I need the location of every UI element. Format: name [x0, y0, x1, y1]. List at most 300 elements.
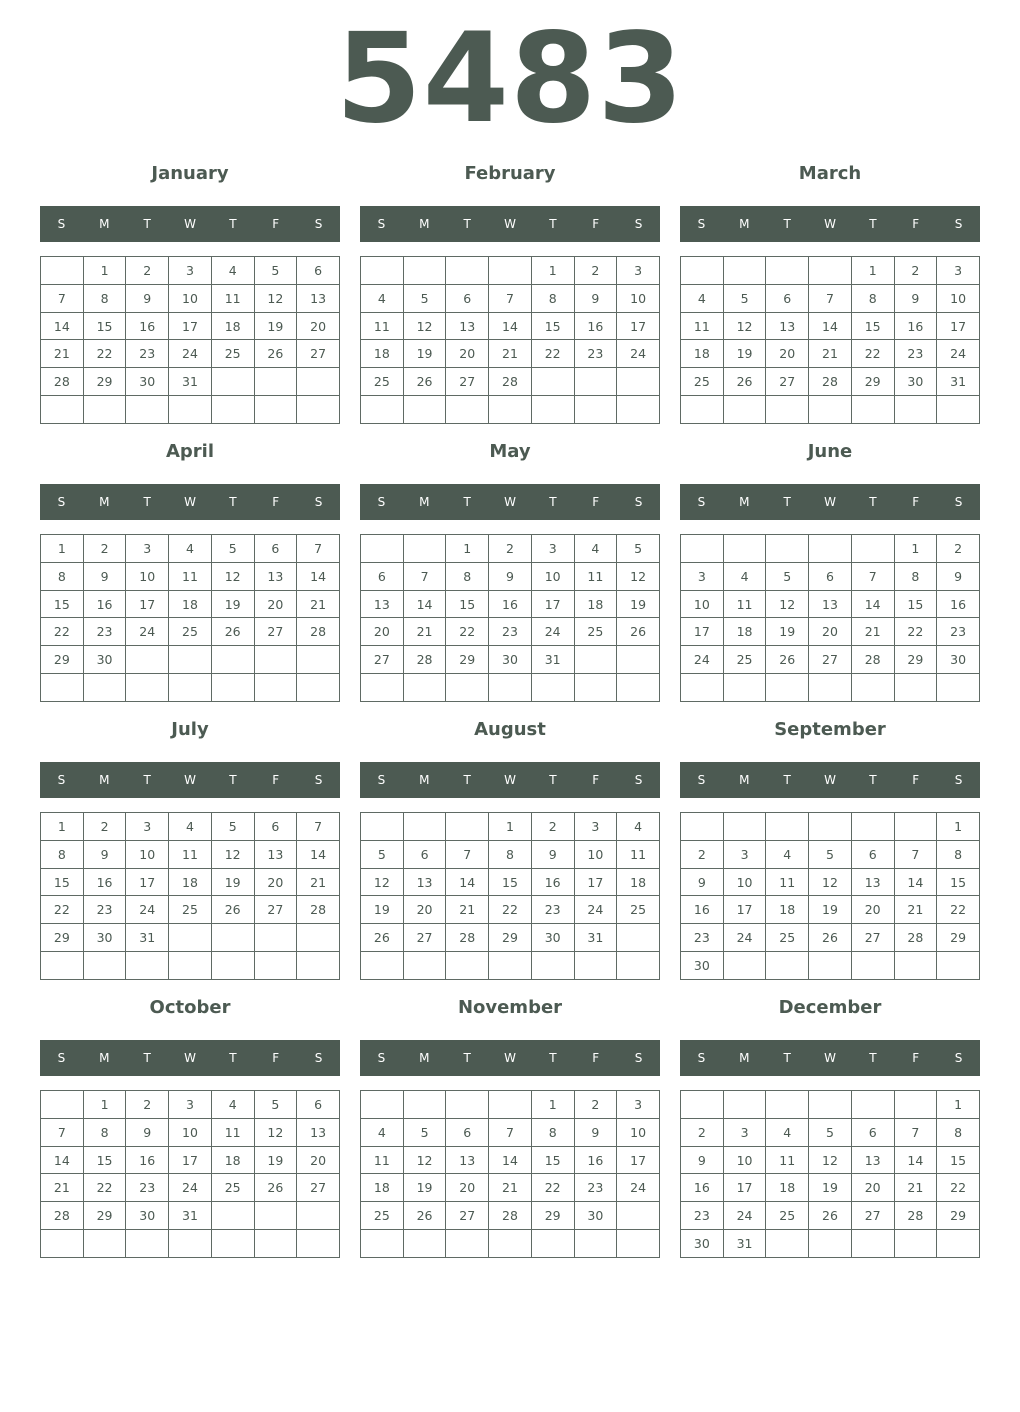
week-row — [681, 896, 980, 924]
day-cell: 8 — [41, 840, 84, 868]
day-cell: 19 — [809, 896, 852, 924]
weekday-label: S — [697, 495, 706, 509]
weekday-label: M — [99, 1051, 110, 1065]
day-cell — [169, 396, 212, 424]
week-row — [681, 952, 980, 980]
day-cell — [766, 257, 809, 285]
day-cell: 20 — [446, 1174, 489, 1202]
day-cell: 5 — [211, 535, 254, 563]
day-cell: 26 — [211, 896, 254, 924]
day-cell — [723, 396, 766, 424]
weekday-label: T — [783, 1051, 791, 1065]
day-cell — [211, 924, 254, 952]
week-row — [41, 674, 340, 702]
day-cell: 5 — [254, 257, 297, 285]
week-row — [681, 646, 980, 674]
day-cell — [361, 674, 404, 702]
weekday-label: T — [783, 773, 791, 787]
week-row — [361, 340, 660, 368]
weekday-label: S — [634, 495, 643, 509]
weekday-label: T — [463, 773, 471, 787]
week-row — [41, 535, 340, 563]
week-row — [41, 813, 340, 841]
week-row — [41, 1091, 340, 1119]
day-cell: 12 — [254, 284, 297, 312]
day-cell — [446, 1091, 489, 1119]
day-cell: 4 — [361, 1118, 404, 1146]
day-cell: 6 — [254, 813, 297, 841]
day-cell: 26 — [766, 646, 809, 674]
day-cell: 5 — [403, 1118, 446, 1146]
day-cell: 31 — [126, 924, 169, 952]
weekday-label: M — [99, 217, 110, 231]
day-cell — [681, 257, 724, 285]
day-cell: 28 — [489, 1202, 532, 1230]
week-row — [361, 562, 660, 590]
day-cell: 16 — [489, 590, 532, 618]
day-cell: 25 — [169, 896, 212, 924]
month-title: February — [464, 163, 556, 184]
weekday-label: S — [377, 495, 386, 509]
weekday-label: T — [229, 1051, 237, 1065]
day-cell: 1 — [489, 813, 532, 841]
day-cell — [446, 257, 489, 285]
day-cell — [937, 396, 980, 424]
day-grid — [360, 812, 660, 980]
weekday-label: F — [592, 217, 600, 231]
day-cell: 13 — [446, 312, 489, 340]
weekday-label: W — [184, 217, 196, 231]
day-cell: 28 — [41, 1202, 84, 1230]
day-cell: 23 — [574, 1174, 617, 1202]
day-cell — [254, 646, 297, 674]
week-row — [361, 1202, 660, 1230]
day-cell: 7 — [851, 562, 894, 590]
weekday-header — [680, 1040, 980, 1076]
weekday-label: S — [954, 217, 963, 231]
day-cell: 3 — [126, 535, 169, 563]
day-cell: 21 — [809, 340, 852, 368]
weekday-header — [360, 484, 660, 520]
day-cell — [809, 535, 852, 563]
month-title: May — [489, 441, 531, 462]
day-cell: 24 — [937, 340, 980, 368]
day-cell: 21 — [894, 1174, 937, 1202]
day-cell: 18 — [211, 1146, 254, 1174]
day-cell: 19 — [403, 340, 446, 368]
week-row — [41, 646, 340, 674]
week-row — [41, 924, 340, 952]
day-cell: 4 — [681, 284, 724, 312]
day-cell: 12 — [723, 312, 766, 340]
day-cell: 7 — [403, 562, 446, 590]
day-cell — [894, 1230, 937, 1258]
day-cell: 11 — [211, 1118, 254, 1146]
day-cell: 13 — [361, 590, 404, 618]
day-cell: 9 — [894, 284, 937, 312]
day-cell: 2 — [574, 1091, 617, 1119]
day-grid — [40, 534, 340, 702]
day-cell: 29 — [894, 646, 937, 674]
day-cell: 4 — [211, 257, 254, 285]
day-cell: 10 — [574, 840, 617, 868]
day-cell: 31 — [937, 368, 980, 396]
week-row — [41, 840, 340, 868]
day-cell: 28 — [297, 896, 340, 924]
day-cell — [297, 1202, 340, 1230]
day-cell — [169, 1230, 212, 1258]
day-cell: 28 — [297, 618, 340, 646]
weekday-header — [40, 1040, 340, 1076]
week-row — [361, 257, 660, 285]
day-cell: 28 — [809, 368, 852, 396]
day-cell: 11 — [766, 1146, 809, 1174]
day-cell: 1 — [937, 813, 980, 841]
week-row — [41, 896, 340, 924]
day-cell: 28 — [41, 368, 84, 396]
day-cell — [937, 952, 980, 980]
day-cell: 18 — [617, 868, 660, 896]
day-cell: 8 — [531, 1118, 574, 1146]
day-cell: 11 — [681, 312, 724, 340]
weekday-label: S — [954, 773, 963, 787]
day-cell — [574, 674, 617, 702]
weekday-label: S — [377, 1051, 386, 1065]
day-cell — [211, 396, 254, 424]
weekday-label: W — [184, 1051, 196, 1065]
day-cell — [617, 952, 660, 980]
week-row — [41, 396, 340, 424]
day-cell — [83, 674, 126, 702]
day-cell: 12 — [809, 1146, 852, 1174]
day-cell — [403, 396, 446, 424]
day-cell: 17 — [531, 590, 574, 618]
day-cell: 18 — [766, 896, 809, 924]
day-cell — [361, 1091, 404, 1119]
day-cell — [809, 1230, 852, 1258]
day-cell: 14 — [894, 1146, 937, 1174]
day-cell: 7 — [489, 284, 532, 312]
day-cell — [851, 813, 894, 841]
weekday-label: S — [954, 495, 963, 509]
day-cell: 7 — [41, 284, 84, 312]
day-cell: 21 — [403, 618, 446, 646]
day-cell: 5 — [361, 840, 404, 868]
day-cell: 8 — [489, 840, 532, 868]
week-row — [681, 618, 980, 646]
day-cell — [297, 674, 340, 702]
day-cell: 26 — [617, 618, 660, 646]
day-cell: 7 — [489, 1118, 532, 1146]
day-cell — [766, 813, 809, 841]
day-cell: 18 — [169, 868, 212, 896]
day-cell — [211, 368, 254, 396]
week-row — [681, 840, 980, 868]
week-row — [361, 535, 660, 563]
year-title: 5483 — [335, 7, 685, 151]
day-cell: 3 — [681, 562, 724, 590]
day-cell: 7 — [809, 284, 852, 312]
day-cell: 15 — [894, 590, 937, 618]
day-cell: 14 — [851, 590, 894, 618]
day-cell — [446, 1230, 489, 1258]
day-cell: 9 — [574, 284, 617, 312]
week-row — [361, 618, 660, 646]
weekday-label: T — [143, 495, 151, 509]
day-cell: 22 — [83, 340, 126, 368]
weekday-header — [40, 206, 340, 242]
weekday-label: T — [783, 495, 791, 509]
day-cell — [446, 674, 489, 702]
day-cell: 24 — [617, 340, 660, 368]
day-cell: 6 — [851, 1118, 894, 1146]
day-cell — [894, 674, 937, 702]
day-cell: 24 — [531, 618, 574, 646]
day-cell: 25 — [211, 1174, 254, 1202]
day-cell — [403, 952, 446, 980]
day-cell: 20 — [446, 340, 489, 368]
day-cell: 23 — [83, 618, 126, 646]
day-cell — [617, 396, 660, 424]
week-row — [41, 952, 340, 980]
weekday-label: S — [314, 1051, 323, 1065]
weekday-label: S — [314, 217, 323, 231]
day-cell: 9 — [937, 562, 980, 590]
day-cell — [851, 396, 894, 424]
weekday-label: S — [57, 495, 66, 509]
day-cell — [403, 674, 446, 702]
day-cell: 30 — [937, 646, 980, 674]
day-cell: 14 — [809, 312, 852, 340]
day-cell: 19 — [361, 896, 404, 924]
weekday-label: T — [549, 217, 557, 231]
day-cell: 5 — [211, 813, 254, 841]
day-cell: 12 — [403, 312, 446, 340]
day-grid — [680, 812, 980, 980]
day-cell: 16 — [83, 590, 126, 618]
day-cell: 10 — [723, 868, 766, 896]
weekday-label: M — [419, 1051, 430, 1065]
week-row — [681, 813, 980, 841]
day-cell: 8 — [937, 1118, 980, 1146]
day-cell — [937, 1230, 980, 1258]
day-cell: 27 — [361, 646, 404, 674]
day-cell: 27 — [851, 1202, 894, 1230]
day-cell: 12 — [766, 590, 809, 618]
day-cell: 6 — [446, 284, 489, 312]
day-cell: 21 — [851, 618, 894, 646]
day-cell: 4 — [766, 840, 809, 868]
day-cell: 3 — [126, 813, 169, 841]
day-cell — [361, 952, 404, 980]
week-row — [681, 1174, 980, 1202]
day-cell — [297, 952, 340, 980]
day-cell — [809, 674, 852, 702]
day-cell: 23 — [574, 340, 617, 368]
day-cell: 18 — [361, 1174, 404, 1202]
day-cell — [574, 646, 617, 674]
day-grid — [360, 256, 660, 424]
day-cell: 29 — [489, 924, 532, 952]
weekday-label: T — [549, 773, 557, 787]
day-cell: 24 — [681, 646, 724, 674]
day-cell: 9 — [681, 868, 724, 896]
day-cell: 22 — [41, 896, 84, 924]
day-cell — [126, 646, 169, 674]
day-cell: 13 — [297, 284, 340, 312]
day-cell: 11 — [169, 562, 212, 590]
week-row — [41, 1230, 340, 1258]
day-cell: 25 — [617, 896, 660, 924]
day-cell: 9 — [489, 562, 532, 590]
day-cell: 13 — [254, 562, 297, 590]
day-cell: 17 — [617, 1146, 660, 1174]
weekday-label: F — [272, 773, 280, 787]
day-cell — [403, 257, 446, 285]
weekday-label: F — [272, 1051, 280, 1065]
day-cell — [531, 396, 574, 424]
day-cell: 17 — [723, 1174, 766, 1202]
day-cell: 12 — [254, 1118, 297, 1146]
day-cell: 20 — [297, 1146, 340, 1174]
day-grid — [680, 1090, 980, 1258]
day-cell: 30 — [531, 924, 574, 952]
day-cell — [211, 674, 254, 702]
day-cell: 31 — [531, 646, 574, 674]
day-cell: 15 — [83, 1146, 126, 1174]
weekday-label: T — [869, 495, 877, 509]
day-cell: 30 — [126, 1202, 169, 1230]
week-row — [361, 813, 660, 841]
day-cell — [446, 813, 489, 841]
day-cell: 1 — [531, 257, 574, 285]
day-cell: 24 — [126, 896, 169, 924]
day-cell — [681, 535, 724, 563]
day-cell: 8 — [894, 562, 937, 590]
day-cell: 23 — [681, 1202, 724, 1230]
day-cell: 26 — [403, 1202, 446, 1230]
week-row — [681, 1091, 980, 1119]
day-cell — [489, 396, 532, 424]
day-cell: 22 — [531, 340, 574, 368]
week-row — [361, 1091, 660, 1119]
day-cell: 16 — [681, 896, 724, 924]
day-cell: 27 — [766, 368, 809, 396]
day-cell: 15 — [851, 312, 894, 340]
day-cell: 21 — [894, 896, 937, 924]
day-cell — [361, 257, 404, 285]
day-cell — [809, 396, 852, 424]
day-cell — [809, 257, 852, 285]
day-cell: 9 — [574, 1118, 617, 1146]
day-cell: 1 — [937, 1091, 980, 1119]
day-cell: 6 — [809, 562, 852, 590]
day-cell: 29 — [937, 924, 980, 952]
weekday-label: M — [99, 495, 110, 509]
day-cell: 5 — [617, 535, 660, 563]
day-cell — [83, 952, 126, 980]
day-cell — [254, 952, 297, 980]
day-cell: 7 — [297, 813, 340, 841]
day-cell: 10 — [531, 562, 574, 590]
weekday-label: W — [824, 773, 836, 787]
week-row — [361, 868, 660, 896]
day-cell — [361, 396, 404, 424]
day-cell: 16 — [894, 312, 937, 340]
day-cell: 10 — [617, 1118, 660, 1146]
weekday-label: F — [592, 773, 600, 787]
day-cell: 6 — [297, 1091, 340, 1119]
day-cell: 23 — [894, 340, 937, 368]
weekday-header — [680, 206, 980, 242]
day-cell: 29 — [83, 1202, 126, 1230]
day-cell — [297, 396, 340, 424]
day-cell — [531, 368, 574, 396]
day-cell: 17 — [169, 312, 212, 340]
day-cell: 26 — [809, 924, 852, 952]
weekday-label: T — [783, 217, 791, 231]
day-cell: 2 — [83, 813, 126, 841]
day-cell: 9 — [531, 840, 574, 868]
day-cell — [723, 1091, 766, 1119]
week-row — [681, 396, 980, 424]
day-cell: 25 — [681, 368, 724, 396]
day-cell: 6 — [403, 840, 446, 868]
day-cell: 27 — [403, 924, 446, 952]
day-cell: 4 — [617, 813, 660, 841]
day-cell: 23 — [126, 340, 169, 368]
day-cell — [41, 952, 84, 980]
day-cell — [169, 674, 212, 702]
weekday-label: S — [57, 773, 66, 787]
day-cell: 4 — [723, 562, 766, 590]
day-cell: 18 — [574, 590, 617, 618]
weekday-label: M — [739, 1051, 750, 1065]
month-title: October — [149, 997, 231, 1018]
day-cell: 25 — [766, 1202, 809, 1230]
day-cell: 12 — [211, 562, 254, 590]
day-cell: 20 — [809, 618, 852, 646]
day-cell: 13 — [766, 312, 809, 340]
day-cell: 24 — [723, 924, 766, 952]
week-row — [361, 896, 660, 924]
week-row — [681, 368, 980, 396]
day-cell — [126, 396, 169, 424]
day-cell: 29 — [41, 924, 84, 952]
week-row — [41, 284, 340, 312]
day-cell: 8 — [851, 284, 894, 312]
day-cell — [83, 1230, 126, 1258]
day-cell: 1 — [41, 535, 84, 563]
day-cell — [211, 646, 254, 674]
day-cell: 13 — [809, 590, 852, 618]
weekday-header — [360, 206, 660, 242]
day-cell — [723, 674, 766, 702]
day-cell: 1 — [83, 257, 126, 285]
day-cell: 20 — [851, 1174, 894, 1202]
day-cell: 27 — [254, 618, 297, 646]
weekday-label: M — [739, 773, 750, 787]
month-title: January — [151, 163, 229, 184]
day-cell — [126, 674, 169, 702]
day-cell — [211, 1202, 254, 1230]
day-cell — [766, 1230, 809, 1258]
day-cell: 3 — [574, 813, 617, 841]
month-title: April — [165, 441, 215, 462]
day-cell — [531, 1230, 574, 1258]
weekday-header — [360, 762, 660, 798]
day-cell: 27 — [851, 924, 894, 952]
